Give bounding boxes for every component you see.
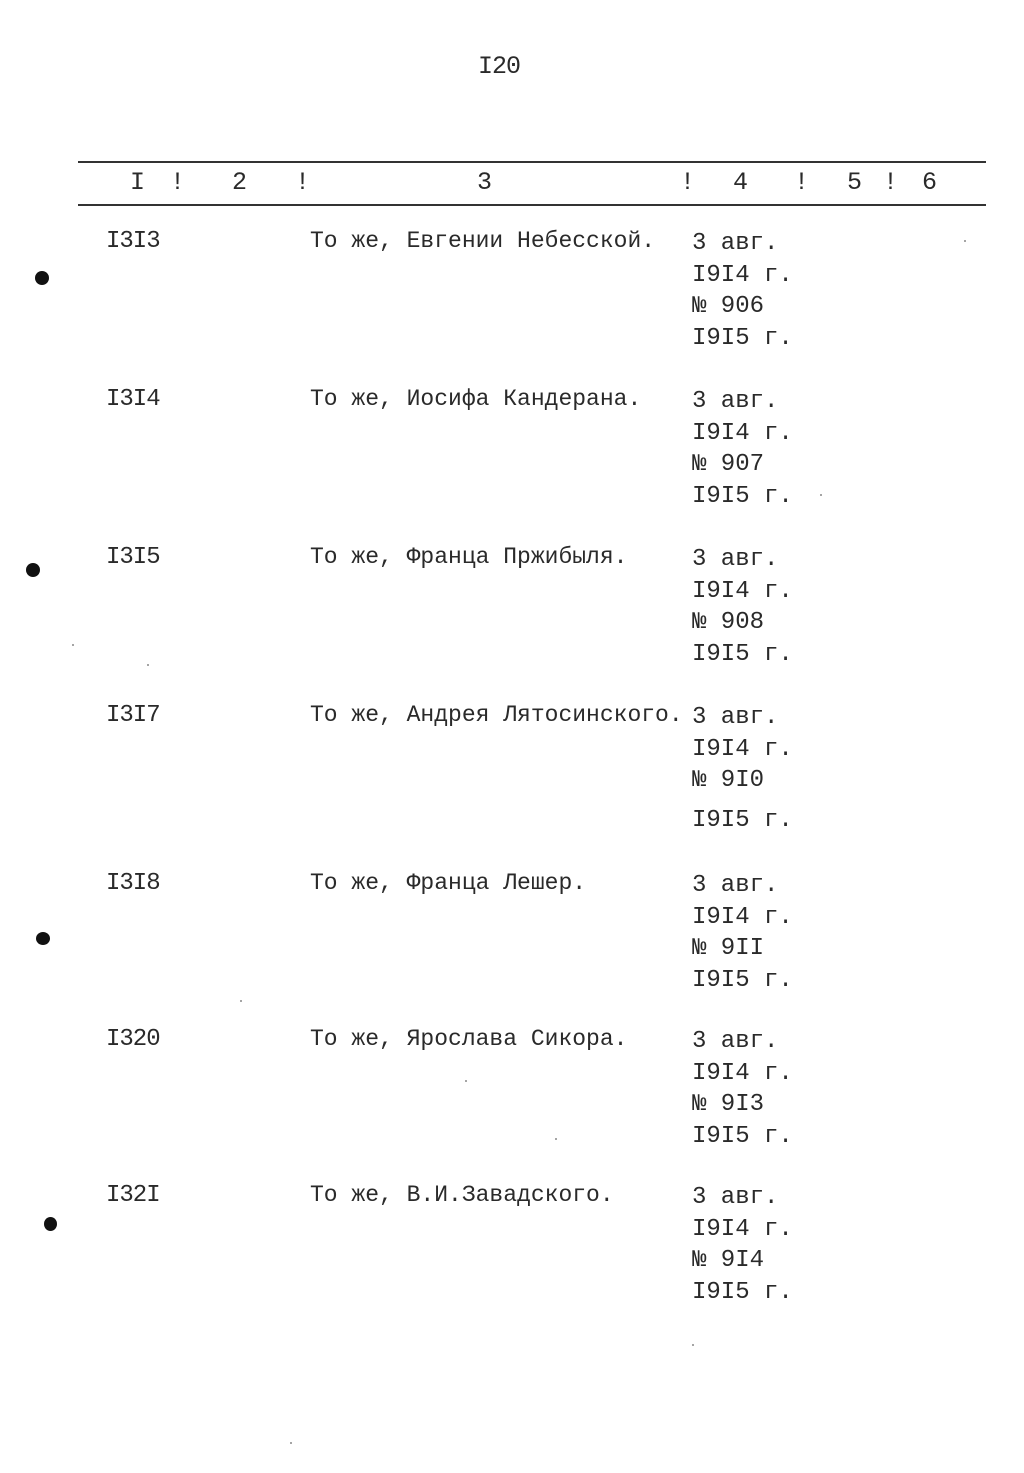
record-reference: № 9II xyxy=(692,935,765,962)
record-number: I3I3 xyxy=(106,228,160,255)
record-date xyxy=(692,544,793,670)
record-date-year-2: I9I5 г. xyxy=(692,806,793,834)
record-date-year: I9I4 г. xyxy=(692,1059,793,1087)
record-date-day: 3 авг. xyxy=(692,1028,779,1055)
table-header-rule xyxy=(78,204,986,206)
record-date-year-2: I9I5 г. xyxy=(692,482,793,510)
record-reference: № 908 xyxy=(692,609,765,636)
record-reference: № 9I0 xyxy=(692,767,765,794)
record-reference: № 907 xyxy=(692,451,765,478)
record-reference: № 906 xyxy=(692,293,765,320)
header-col-6: 6 xyxy=(922,168,938,197)
header-separator-4: ! xyxy=(794,168,810,197)
scan-noise-dot xyxy=(240,1000,242,1002)
header-separator-5: ! xyxy=(883,168,899,197)
header-separator-3: ! xyxy=(680,168,696,197)
record-number: I32I xyxy=(106,1182,160,1209)
header-separator-2: ! xyxy=(295,168,311,197)
page-number: I20 xyxy=(478,52,521,81)
record-date-year: I9I4 г. xyxy=(692,419,793,447)
scan-noise-dot xyxy=(555,1138,557,1140)
scan-noise-dot xyxy=(290,1442,292,1444)
record-date-year: I9I4 г. xyxy=(692,903,793,931)
record-date xyxy=(692,870,793,996)
record-date-year-2: I9I5 г. xyxy=(692,1278,793,1306)
record-date-day: 3 авг. xyxy=(692,872,779,899)
record-reference: № 9I4 xyxy=(692,1247,765,1274)
header-col-1: I xyxy=(130,168,146,197)
record-description: То же, Евгении Небесской. xyxy=(310,228,656,254)
record-date xyxy=(692,1026,793,1152)
record-date-year: I9I4 г. xyxy=(692,735,793,763)
record-date-day: 3 авг. xyxy=(692,388,779,415)
record-number: I3I8 xyxy=(106,870,160,897)
record-date xyxy=(692,228,793,354)
header-col-4: 4 xyxy=(733,168,749,197)
record-description: То же, Ярослава Сикора. xyxy=(310,1026,628,1052)
record-description: То же, Франца Лешер. xyxy=(310,870,587,896)
record-date-year-2: I9I5 г. xyxy=(692,640,793,668)
record-date-day: 3 авг. xyxy=(692,230,779,257)
record-date-day: 3 авг. xyxy=(692,546,779,573)
header-col-3: 3 xyxy=(477,168,493,197)
record-date-year: I9I4 г. xyxy=(692,577,793,605)
record-number: I3I7 xyxy=(106,702,160,729)
binding-hole-speck xyxy=(44,1217,57,1231)
record-description: То же, Андрея Лятосинского. xyxy=(310,702,683,728)
record-date-day: 3 авг. xyxy=(692,1184,779,1211)
record-description: То же, Франца Пржибыля. xyxy=(310,544,628,570)
record-date-year-2: I9I5 г. xyxy=(692,1122,793,1150)
record-date-year-2: I9I5 г. xyxy=(692,966,793,994)
table-header xyxy=(0,168,1024,200)
header-col-2: 2 xyxy=(232,168,248,197)
record-date xyxy=(692,386,793,512)
binding-hole-speck xyxy=(26,563,40,577)
record-number: I3I4 xyxy=(106,386,160,413)
record-reference: № 9I3 xyxy=(692,1091,765,1118)
scan-noise-dot xyxy=(964,240,966,242)
binding-hole-speck xyxy=(36,932,50,945)
record-description: То же, Иосифа Кандерана. xyxy=(310,386,642,412)
scan-noise-dot xyxy=(147,664,149,666)
record-date-year: I9I4 г. xyxy=(692,1215,793,1243)
record-number: I3I5 xyxy=(106,544,160,571)
record-date-year-2: I9I5 г. xyxy=(692,324,793,352)
table-top-rule xyxy=(78,161,986,163)
record-date-day: 3 авг. xyxy=(692,704,779,731)
scan-noise-dot xyxy=(465,1080,467,1082)
record-number: I320 xyxy=(106,1026,160,1053)
header-separator-1: ! xyxy=(170,168,186,197)
record-description: То же, В.И.Завадского. xyxy=(310,1182,614,1208)
binding-hole-speck xyxy=(35,271,49,285)
record-date xyxy=(692,1182,793,1308)
record-date xyxy=(692,702,793,836)
scan-noise-dot xyxy=(72,644,74,646)
scan-noise-dot xyxy=(692,1344,694,1346)
scan-noise-dot xyxy=(820,494,822,496)
header-col-5: 5 xyxy=(847,168,863,197)
record-date-year: I9I4 г. xyxy=(692,261,793,289)
